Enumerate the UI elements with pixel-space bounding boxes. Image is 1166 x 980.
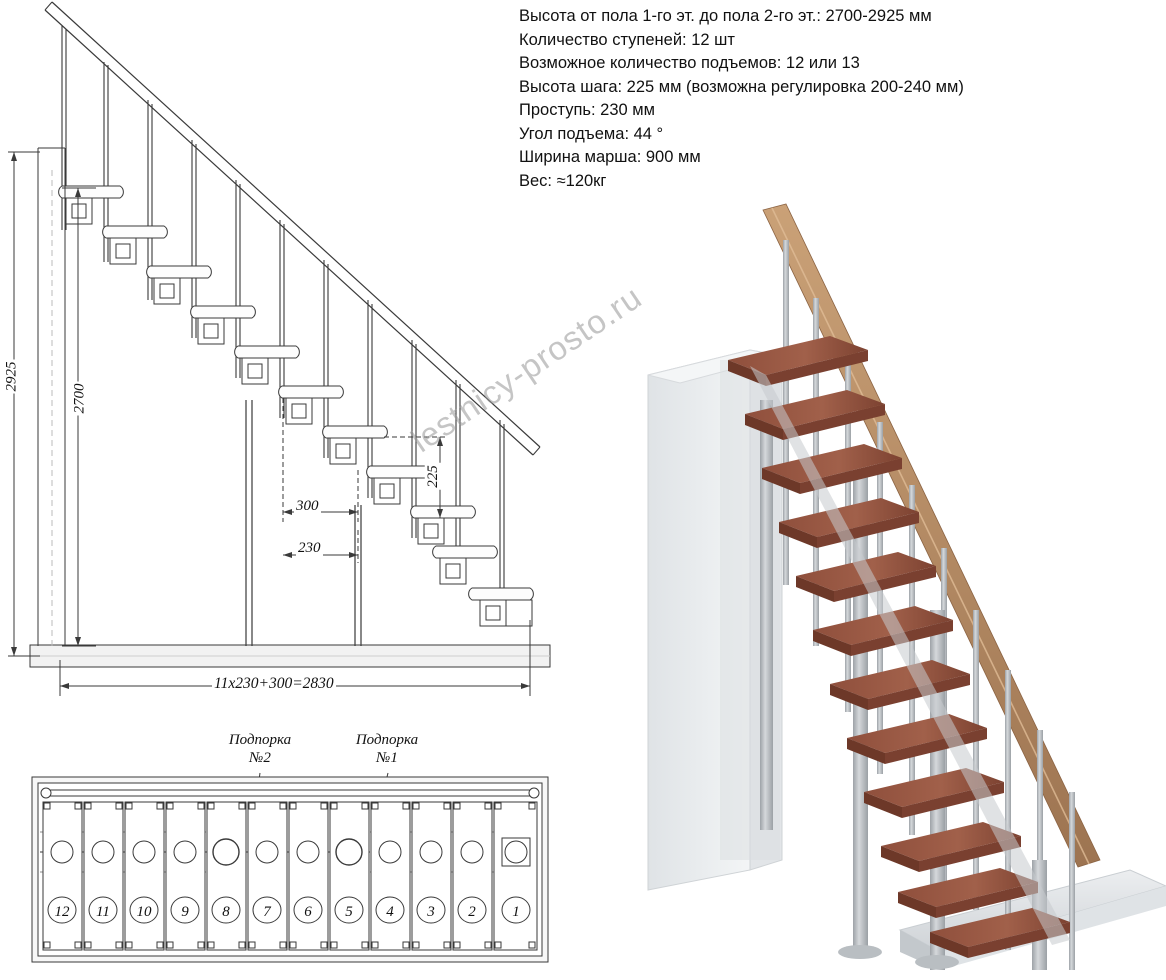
plan-step-number: 9 (181, 904, 189, 920)
plan-step-number: 4 (386, 904, 394, 920)
plan-step-number: 1 (512, 904, 520, 920)
elevation-drawing (0, 0, 560, 715)
plan-step (289, 802, 328, 950)
plan-step (494, 802, 537, 950)
plan-step-number: 7 (263, 904, 271, 920)
plan-step-number: 10 (136, 904, 152, 920)
step (323, 426, 388, 464)
dimension-label-2700: 2700 (71, 383, 88, 414)
dimension-floor-height (62, 188, 96, 646)
dimension-label-230: 230 (298, 540, 321, 556)
spec-line-riser-count: Возможное количество подъемов: 12 или 13 (519, 54, 860, 72)
step (411, 506, 476, 544)
plan-view (10, 720, 570, 975)
plan-step (43, 802, 82, 950)
plan-step-number: 12 (54, 904, 70, 920)
render-svg (600, 170, 1166, 970)
dimension-total-height (8, 152, 40, 656)
plan-steps (43, 802, 537, 950)
callout-support-1 (337, 731, 437, 767)
step (433, 546, 498, 584)
dimension-label-2925: 2925 (3, 361, 20, 392)
callout-support-1-number: №1 (376, 750, 398, 766)
plan-step (207, 802, 246, 950)
spec-line-width: Ширина марша: 900 мм (519, 148, 701, 166)
dimension-label-225: 225 (424, 465, 441, 488)
callout-support-1-title: Подпорка (355, 732, 419, 748)
dimension-label-300: 300 (296, 498, 319, 514)
spec-line-weight: Вес: ≈120кг (519, 171, 607, 190)
stair-3d-render (600, 170, 1166, 970)
step (469, 588, 534, 626)
plan-step-number: 2 (468, 904, 476, 920)
plan-step (453, 802, 492, 950)
plan-step-number: 3 (427, 904, 435, 920)
dimension-label-total-run: 11х230+300=2830 (214, 675, 334, 692)
callout-support-2 (210, 731, 310, 767)
elevation-svg (0, 0, 560, 715)
step (59, 186, 124, 224)
specification-list (519, 5, 1139, 193)
step (279, 386, 344, 424)
callout-support-2-title: Подпорка (228, 732, 292, 748)
plan-step (371, 802, 410, 950)
upper-floor-outline (38, 148, 65, 646)
plan-step (248, 802, 287, 950)
plan-step-number: 11 (96, 904, 110, 920)
plan-step (166, 802, 205, 950)
floor-slab (30, 645, 550, 667)
plan-step (412, 802, 451, 950)
step (147, 266, 212, 304)
callout-support-2-number: №2 (249, 750, 271, 766)
plan-step (125, 802, 164, 950)
plan-step-number: 5 (345, 904, 353, 920)
spec-line-angle: Угол подъема: 44 ° (519, 124, 664, 143)
spec-line-total-height: Высота от пола 1-го эт. до пола 2-го эт.: 2700-2925 мм (519, 7, 932, 25)
step (235, 346, 300, 384)
plan-step-number: 8 (222, 904, 230, 920)
spec-line-step-count: Количество ступеней: 12 шт (519, 30, 735, 49)
watermark: lestnicy-prosto.ru (404, 277, 649, 460)
plan-step (330, 802, 369, 950)
plan-step-number: 6 (304, 904, 312, 920)
step (191, 306, 256, 344)
step (367, 466, 432, 504)
spec-line-step-height: Высота шага: 225 мм (возможна регулировка 200-240 мм) (519, 77, 964, 96)
step (103, 226, 168, 264)
steps (59, 186, 534, 626)
plan-step (84, 802, 123, 950)
spec-line-tread: Проступь: 230 мм (519, 101, 655, 119)
